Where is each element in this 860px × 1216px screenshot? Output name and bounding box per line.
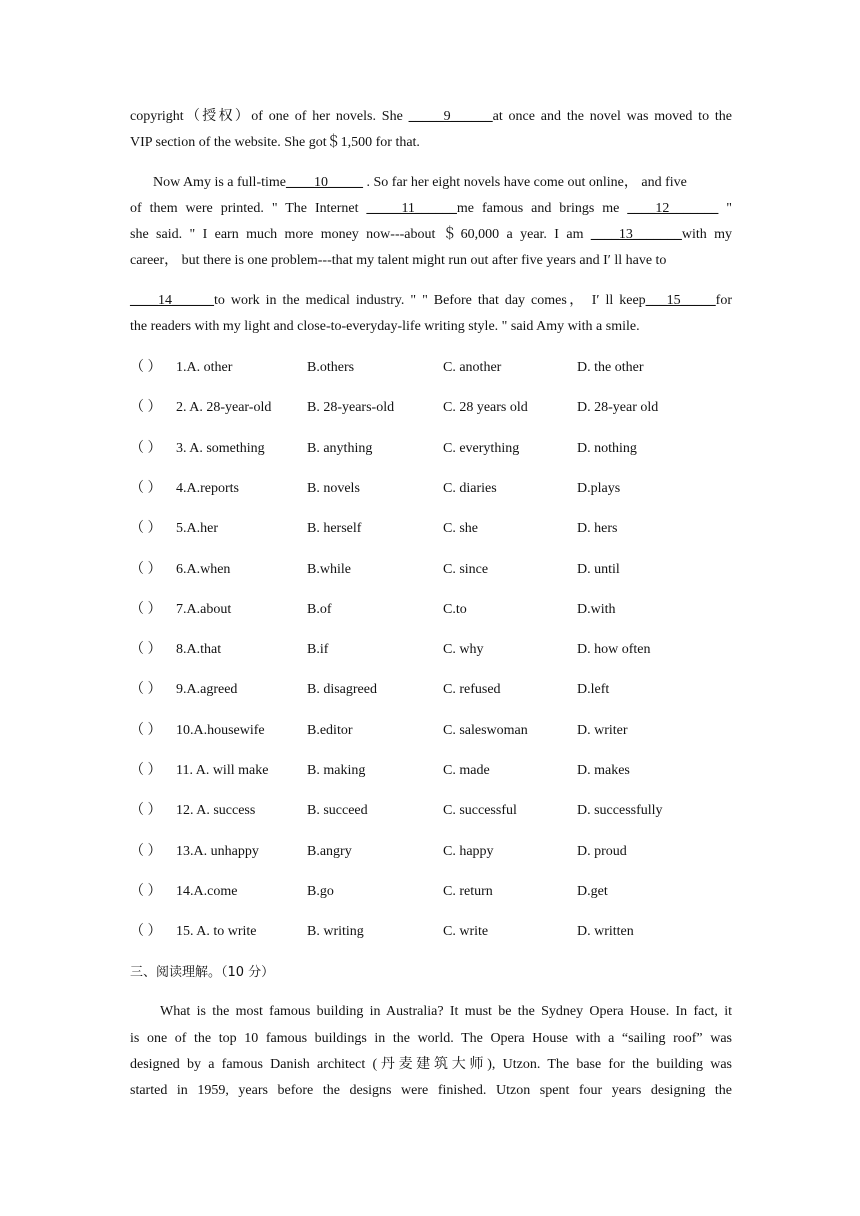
answer-bracket[interactable]: （ ） [130,763,162,778]
question-option-d: D.with [577,601,616,617]
question-option-c: C. she [443,521,478,537]
passage1-line-1 [130,108,732,126]
passage1-line-7 [130,292,732,310]
text: of them were printed. " The Internet [130,201,367,216]
text: at once and the novel was moved to the [492,109,732,124]
question-option-b: B. 28-years-old [307,400,395,416]
answer-bracket[interactable]: （ ） [130,722,162,738]
answer-bracket[interactable]: （ ） [130,803,162,819]
question-option-b: B.go [307,883,334,899]
question-option-c: C. why [443,642,484,658]
question-row [130,641,732,659]
question-option-c: C. write [443,924,489,940]
question-row [130,883,732,901]
question-row [130,520,732,538]
question-option-a: 11. A. will make [176,763,269,778]
question-option-a: 15. A. to write [176,924,257,940]
question-row [130,802,732,820]
text: with my [681,227,733,242]
question-row [130,722,732,740]
question-option-b: B. herself [307,521,362,537]
question-row [130,440,732,458]
question-option-a: 9.A.agreed [176,682,238,698]
question-option-b: B.angry [307,843,352,859]
question-option-c: C. since [443,561,489,577]
question-option-d: D. 28-year old [577,400,659,416]
question-option-b: B. novels [307,480,360,496]
question-option-c: C. 28 years old [443,400,528,416]
answer-bracket[interactable]: （ ） [130,400,162,416]
question-row [130,480,732,498]
passage1-line-3 [153,174,732,192]
blank-9[interactable]: _____9______ [408,109,493,124]
question-option-b: B.if [307,642,329,658]
passage1-line-6: career， but there is one problem---that my talent might run out after five years and I′ ll have to [130,253,667,268]
question-option-a: 13.A. unhappy [176,843,259,859]
question-option-a: 10.A.housewife [176,722,265,738]
answer-bracket[interactable]: （ ） [130,561,162,577]
question-row [130,923,732,941]
blank-12[interactable]: ____12_______ [627,201,719,216]
answer-bracket[interactable]: （ ） [130,360,162,375]
answer-bracket[interactable]: （ ） [130,843,162,859]
question-option-b: B.of [307,601,332,617]
question-option-c: C. refused [443,682,501,698]
question-option-b: B. making [307,763,366,778]
text: " [718,201,732,216]
blank-15[interactable]: ___15_____ [645,293,716,308]
question-option-b: B.while [307,561,351,577]
answer-bracket[interactable]: （ ） [130,642,162,658]
text: me famous and brings me [456,201,628,216]
text: copyright（授权）of one of her novels. She [130,109,409,124]
passage1-line-4 [130,200,732,218]
question-option-d: D.left [577,682,610,698]
answer-bracket[interactable]: （ ） [130,440,162,456]
question-option-a: 12. A. success [176,803,256,819]
question-option-d: D. hers [577,521,618,537]
question-option-a: 8.A.that [176,642,222,658]
question-option-b: B. disagreed [307,682,377,698]
question-option-c: C. everything [443,440,520,456]
question-option-d: D. until [577,561,620,577]
question-option-a: 1.A. other [176,360,233,375]
question-option-a: 2. A. 28-year-old [176,400,272,416]
answer-bracket[interactable]: （ ） [130,480,162,496]
question-option-d: D. writer [577,722,628,738]
question-option-a: 7.A.about [176,601,232,617]
answer-bracket[interactable]: （ ） [130,682,162,698]
text: to work in the medical industry. " " Before that day comes， I′ ll keep [214,293,646,308]
question-option-d: D. nothing [577,440,637,456]
passage1-line-8: the readers with my light and close-to-everyday-life writing style. " said Amy with a smile. [130,319,640,334]
question-row [130,681,732,699]
question-option-a: 3. A. something [176,440,265,456]
question-option-d: D. written [577,924,634,940]
question-option-b: B.editor [307,722,353,738]
passage2-line-4: started in 1959, years before the designs were finished. Utzon spent four years designing the [130,1083,732,1098]
question-row [130,359,732,377]
question-option-c: C. saleswoman [443,722,528,738]
question-option-b: B. anything [307,440,373,456]
question-option-d: D. how often [577,642,651,658]
passage1-line-2: VIP section of the website. She got＄1,500 for that. [130,135,420,150]
answer-bracket[interactable]: （ ） [130,601,162,617]
question-option-b: B.others [307,360,355,375]
question-row [130,399,732,417]
passage1-line-5 [130,226,732,244]
passage2-line-1: What is the most famous building in Australia? It must be the Sydney Opera House. In fact, it [160,1004,732,1019]
section-heading: 三、阅读理解。（10 分） [130,965,275,980]
question-option-d: D. makes [577,763,630,778]
question-option-d: D.plays [577,480,621,496]
question-option-d: D. the other [577,360,644,375]
question-option-d: D. successfully [577,803,663,819]
question-option-a: 14.A.come [176,883,238,899]
question-option-d: D. proud [577,843,627,859]
question-option-c: C. made [443,763,490,778]
answer-bracket[interactable]: （ ） [130,924,162,940]
question-option-a: 4.A.reports [176,480,239,496]
blank-11[interactable]: _____11______ [366,201,457,216]
question-option-b: B. succeed [307,803,368,819]
question-option-b: B. writing [307,924,364,940]
passage2-line-2: is one of the top 10 famous buildings in the world. The Opera House with a “sailing roof” was [130,1031,732,1046]
question-row [130,843,732,861]
blank-14[interactable]: ____14______ [130,293,214,308]
question-row [130,561,732,579]
question-row [130,762,732,780]
text: she said. " I earn much more money now---about ＄60,000 a year. I am [130,227,591,242]
question-option-c: C. happy [443,843,494,859]
question-option-d: D.get [577,883,608,899]
question-option-c: C. another [443,360,502,375]
answer-bracket[interactable]: （ ） [130,883,162,899]
question-row [130,601,732,619]
question-option-a: 6.A.when [176,561,231,577]
text: . So far her eight novels have come out online， and five [363,175,687,190]
answer-bracket[interactable]: （ ） [130,521,162,537]
question-option-c: C. successful [443,803,517,819]
text: Now Amy is a full-time [153,175,286,190]
question-option-c: C. return [443,883,493,899]
question-option-c: C.to [443,601,467,617]
question-option-c: C. diaries [443,480,497,496]
blank-10[interactable]: ____10_____ [286,175,363,190]
blank-13[interactable]: ____13_______ [590,227,682,242]
passage2-line-3: designed by a famous Danish architect (丹麦建筑大师), Utzon. The base for the building was [130,1057,732,1072]
question-option-a: 5.A.her [176,521,218,537]
text: for [715,293,732,308]
